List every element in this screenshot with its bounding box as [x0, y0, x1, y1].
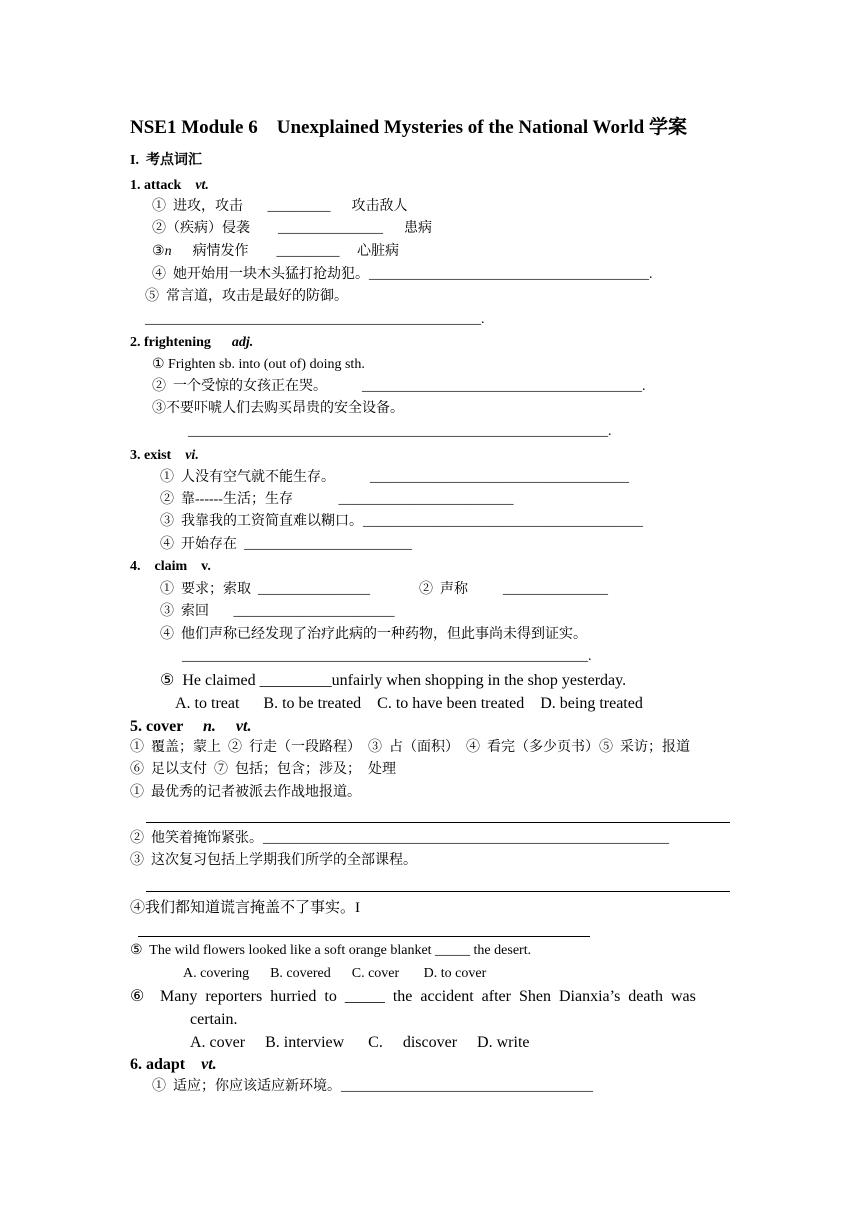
- cover-sentence-2: ② 他笑着掩饰紧张。__________________________________________________________: [130, 831, 669, 846]
- adapt-line-1: ① 适应；你应该适应新环境。____________________________________: [152, 1079, 593, 1094]
- item-exist-heading: 3. exist vi.: [130, 448, 199, 463]
- cover-question-2: Many reporters hurried to _____ the accident after Shen Dianxia’s death was: [160, 988, 696, 1005]
- cover-answer-rule-2: [146, 891, 730, 892]
- frightening-line-1: ① Frighten sb. into (out of) doing sth.: [152, 357, 365, 372]
- item-frightening-heading: 2. frightening adj.: [130, 335, 254, 350]
- item-claim-heading: 4. claim v.: [130, 559, 211, 574]
- exist-line-4: ④ 开始存在 ________________________: [160, 537, 412, 552]
- frightening-line-3: ③不要吓唬人们去购买昂贵的安全设备。: [152, 401, 404, 416]
- cover-meanings-1: ① 覆盖；蒙上 ② 行走（一段路程） ③ 占（面积） ④ 看完（多少页书）⑤ 采访；报道: [130, 740, 690, 755]
- attack-line-1: ① 进攻，攻击 _________ 攻击敌人: [152, 199, 408, 214]
- cover-meanings-2: ⑥ 足以支付 ⑦ 包括；包含；涉及； 处理: [130, 762, 396, 777]
- item-cover-heading: 5. cover n. vt.: [130, 718, 252, 735]
- cover-options-1: A. covering B. covered C. cover D. to cover: [183, 966, 487, 981]
- claim-options: A. to treat B. to be treated C. to have been treated D. being treated: [175, 695, 643, 712]
- cover-sentence-4: ④我们都知道谎言掩盖不了事实。I: [130, 900, 360, 916]
- attack-line-5: ⑤ 常言道，攻击是最好的防御。: [145, 289, 348, 304]
- cover-question-2-cont: certain.: [190, 1011, 238, 1028]
- frightening-answer-line: ____________________________________________________________.: [188, 424, 612, 439]
- cover-sentence-3: ③ 这次复习包括上学期我们所学的全部课程。: [130, 853, 417, 868]
- attack-line-3: ③n 病情发作 _________ 心脏病: [152, 244, 400, 259]
- attack-answer-line: ________________________________________________.: [145, 312, 485, 327]
- cover-answer-rule-3: [138, 936, 590, 937]
- claim-line-1: ① 要求；索取 ________________ ② 声称 _______________: [160, 582, 608, 597]
- attack-line-2: ②（疾病）侵袭 _______________ 患病: [152, 221, 432, 236]
- claim-line-2: ③ 索回 _______________________: [160, 604, 395, 619]
- claim-question: ⑤ He claimed _________unfairly when shopping in the shop yesterday.: [160, 672, 627, 689]
- cover-question-2-number: ⑥: [130, 988, 145, 1005]
- item-adapt-heading: 6. adapt vt.: [130, 1056, 217, 1073]
- cover-question-1: ⑤ The wild flowers looked like a soft orange blanket _____ the desert.: [130, 943, 532, 958]
- claim-line-3: ④ 他们声称已经发现了治疗此病的一种药物，但此事尚未得到证实。: [160, 627, 587, 642]
- cover-options-2: A. cover B. interview C. discover D. write: [190, 1034, 530, 1051]
- exist-line-2: ② 靠------生活；生存 _________________________: [160, 492, 514, 507]
- section-heading: I. 考点词汇: [130, 153, 202, 168]
- attack-line-4: ④ 她开始用一块木头猛打抢劫犯。________________________________________.: [152, 267, 653, 282]
- page-title: NSE1 Module 6 Unexplained Mysteries of the National World 学案: [130, 117, 687, 138]
- claim-answer-line: __________________________________________________________.: [182, 649, 592, 664]
- item-attack-heading: 1. attack vt.: [130, 178, 209, 193]
- exist-line-1: ① 人没有空气就不能生存。 _____________________________________: [160, 470, 629, 485]
- cover-answer-rule-1: [146, 822, 730, 823]
- frightening-line-2: ② 一个受惊的女孩正在哭。 ________________________________________.: [152, 379, 646, 394]
- cover-sentence-1: ① 最优秀的记者被派去作战地报道。: [130, 785, 361, 800]
- exist-line-3: ③ 我靠我的工资简直难以糊口。________________________________________: [160, 514, 643, 529]
